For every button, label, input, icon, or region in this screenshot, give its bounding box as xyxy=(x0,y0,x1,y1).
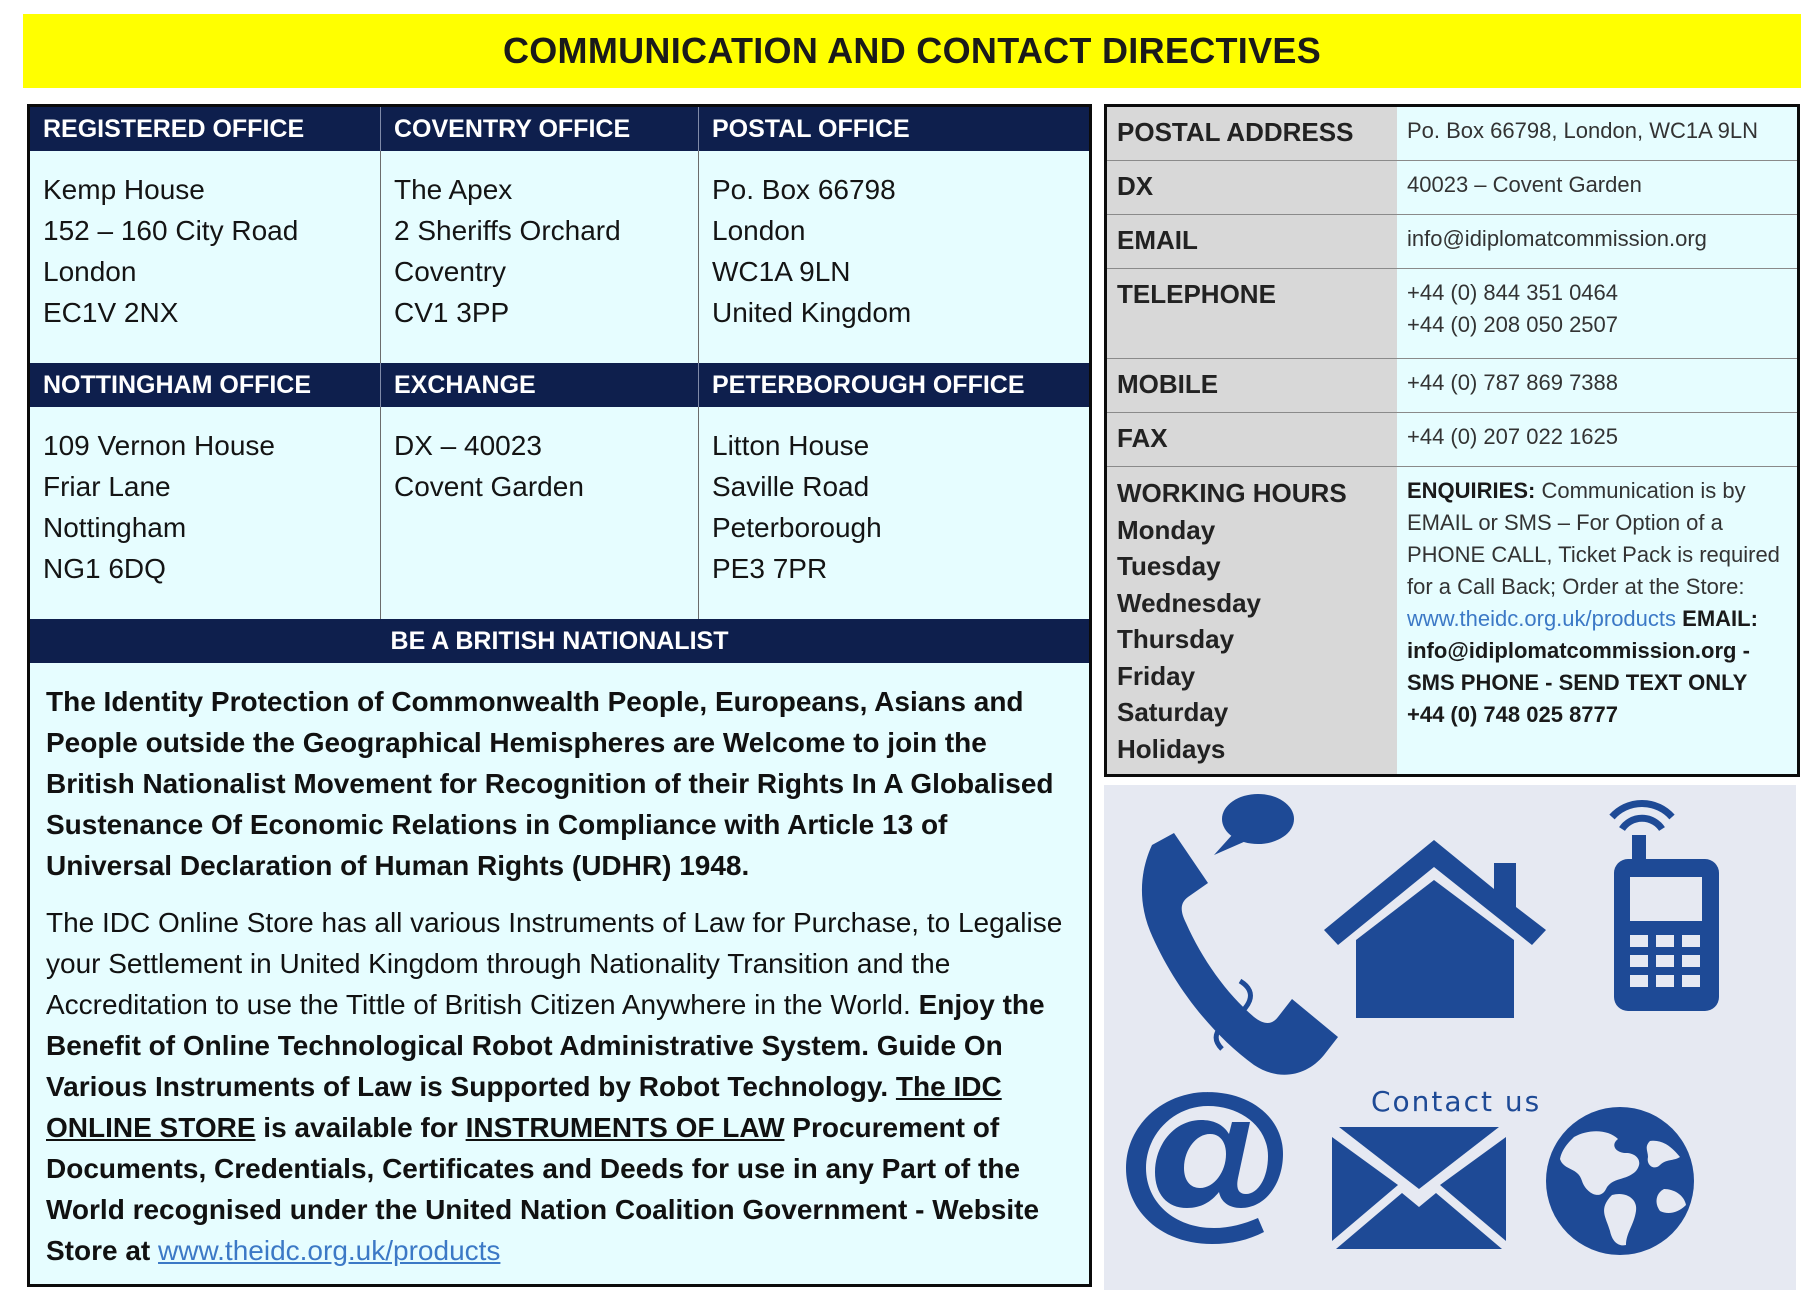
dx-value: 40023 – Covent Garden xyxy=(1407,172,1642,197)
mobile-value: +44 (0) 787 869 7388 xyxy=(1407,370,1619,395)
telephone-label: TELEPHONE xyxy=(1107,269,1397,358)
postal-office-address xyxy=(698,151,1089,363)
nationalist-bold-paragraph: The Identity Protection of Commonwealth People, Europeans, Asians and People outside the Geographical Hemispheres are Welcome to join the British Nationalist Movement for Recognition of their Rights In A Globalised Sustenance Of Economic Relations in Compliance with Article 13 of Universal Declaration of Human Rights (UDHR) 1948. xyxy=(46,686,1054,881)
address-line: 2 Sheriffs Orchard xyxy=(394,215,621,246)
working-hours-heading: WORKING HOURS xyxy=(1117,478,1347,508)
store-link[interactable]: www.theidc.org.uk/products xyxy=(158,1235,501,1266)
registered-office-address xyxy=(30,151,380,363)
address-line: EC1V 2NX xyxy=(43,297,179,328)
day-label: Friday xyxy=(1117,660,1196,691)
enquiries-contact-details: EMAIL: info@idiplomatcommission.org - SMS PHONE - SEND TEXT ONLY +44 (0) 748 025 8777 xyxy=(1407,606,1758,727)
office-grid-top xyxy=(30,107,1089,619)
page-title: COMMUNICATION AND CONTACT DIRECTIVES xyxy=(502,30,1322,71)
coventry-office-heading: COVENTRY OFFICE xyxy=(380,107,698,151)
telephone-number: +44 (0) 208 050 2507 xyxy=(1407,312,1619,337)
house-icon xyxy=(1324,840,1546,1018)
address-line: Peterborough xyxy=(712,512,882,543)
dx-row xyxy=(1107,161,1797,215)
postal-office-heading: POSTAL OFFICE xyxy=(698,107,1089,151)
globe-icon xyxy=(1546,1107,1694,1255)
registered-office-heading: REGISTERED OFFICE xyxy=(30,107,380,151)
contact-table xyxy=(1104,104,1800,777)
address-line: Covent Garden xyxy=(394,471,584,502)
address-line: Coventry xyxy=(394,256,507,287)
peterborough-office-heading: PETERBOROUGH OFFICE xyxy=(698,363,1089,407)
british-nationalist-heading: BE A BRITISH NATIONALIST xyxy=(30,619,1089,663)
fax-row xyxy=(1107,413,1797,467)
enquiries-store-link[interactable]: www.theidc.org.uk/products xyxy=(1407,606,1677,631)
nottingham-office-address xyxy=(30,407,380,619)
fax-value: +44 (0) 207 022 1625 xyxy=(1407,424,1619,449)
store-intro-text: The IDC Online Store has all various Instruments of Law for Purchase, to Legalise your Settlement in United Kingdom through Nationality Transition and the Accreditation to use the Tittle of British Citizen Anywhere in the World. xyxy=(46,907,1063,1020)
mobile-phone-icon xyxy=(1612,803,1719,1011)
working-hours-row xyxy=(1107,467,1797,774)
telephone-number: +44 (0) 844 351 0464 xyxy=(1407,280,1619,305)
address-line: Kemp House xyxy=(43,174,205,205)
mobile-row xyxy=(1107,359,1797,413)
fax-label: FAX xyxy=(1107,413,1397,466)
exchange-address xyxy=(380,407,698,619)
available-for-text: is available for xyxy=(255,1112,466,1143)
telephone-values xyxy=(1397,269,1797,358)
address-line: PE3 7PR xyxy=(712,553,828,584)
day-label: Saturday xyxy=(1117,697,1229,727)
peterborough-office-address xyxy=(698,407,1089,619)
address-line: Nottingham xyxy=(43,512,187,543)
day-label: Tuesday xyxy=(1117,551,1221,581)
email-label: EMAIL xyxy=(1107,215,1397,268)
contact-icons-panel xyxy=(1104,785,1796,1290)
dx-label: DX xyxy=(1107,161,1397,214)
day-label: Monday xyxy=(1117,514,1216,545)
enquiries-text xyxy=(1397,467,1797,774)
address-line: 109 Vernon House xyxy=(43,430,275,461)
address-line: London xyxy=(712,215,806,246)
procurement-text: Procurement of Documents, Credentials, Certificates and Deeds for use in any Part of the World recognised under the United Nation Coalition Government - Website Store at xyxy=(46,1112,1040,1266)
exchange-heading: EXCHANGE xyxy=(380,363,698,407)
envelope-icon xyxy=(1332,1127,1506,1249)
address-line: The Apex xyxy=(394,174,513,205)
postal-address-value: Po. Box 66798, London, WC1A 9LN xyxy=(1407,118,1759,143)
address-line: Litton House xyxy=(712,430,870,461)
address-line: NG1 6DQ xyxy=(43,553,166,584)
robot-system-text: Enjoy the Benefit of Online Technological Robot Administrative System. Guide On Various Instruments of Law is Supported by Robot Technology. xyxy=(46,989,1045,1102)
address-line: United Kingdom xyxy=(712,297,912,328)
british-nationalist-text xyxy=(30,663,1089,1271)
address-line: Saville Road xyxy=(712,471,870,502)
nottingham-office-heading: NOTTINGHAM OFFICE xyxy=(30,363,380,407)
contact-icons-graphic xyxy=(1104,785,1796,1290)
page-title-banner xyxy=(23,14,1801,88)
telephone-icon xyxy=(1142,794,1338,1075)
postal-address-label: POSTAL ADDRESS xyxy=(1107,107,1397,160)
telephone-row xyxy=(1107,269,1797,359)
address-line: Po. Box 66798 xyxy=(712,174,896,205)
address-line: CV1 3PP xyxy=(394,297,510,328)
email-row xyxy=(1107,215,1797,269)
address-line: DX – 40023 xyxy=(394,430,542,461)
address-line: Friar Lane xyxy=(43,471,171,502)
contact-us-label: Contact us xyxy=(1371,1085,1542,1118)
postal-address-row xyxy=(1107,107,1797,161)
address-line: London xyxy=(43,256,137,287)
at-sign-icon xyxy=(1126,1092,1283,1244)
enquiries-body: Communication is by EMAIL or SMS – For Option of a PHONE CALL, Ticket Pack is required for a Call Back; Order at the Store: xyxy=(1407,478,1780,599)
address-line: WC1A 9LN xyxy=(712,256,851,287)
working-hours-label xyxy=(1107,467,1397,774)
online-store-paragraph xyxy=(46,902,1071,1271)
day-label: Thursday xyxy=(1117,624,1235,654)
day-label: Holidays xyxy=(1117,733,1226,764)
idc-online-store-text: The IDC ONLINE STORE xyxy=(46,1071,1002,1143)
address-line: 152 – 160 City Road xyxy=(43,215,299,246)
coventry-office-address xyxy=(380,151,698,363)
mobile-label: MOBILE xyxy=(1107,359,1397,412)
enquiries-label: ENQUIRIES: xyxy=(1407,478,1536,503)
email-value: info@idiplomatcommission.org xyxy=(1407,226,1707,251)
day-label: Wednesday xyxy=(1117,587,1262,618)
instruments-of-law-text: INSTRUMENTS OF LAW xyxy=(465,1112,785,1143)
offices-panel xyxy=(27,104,1092,1287)
